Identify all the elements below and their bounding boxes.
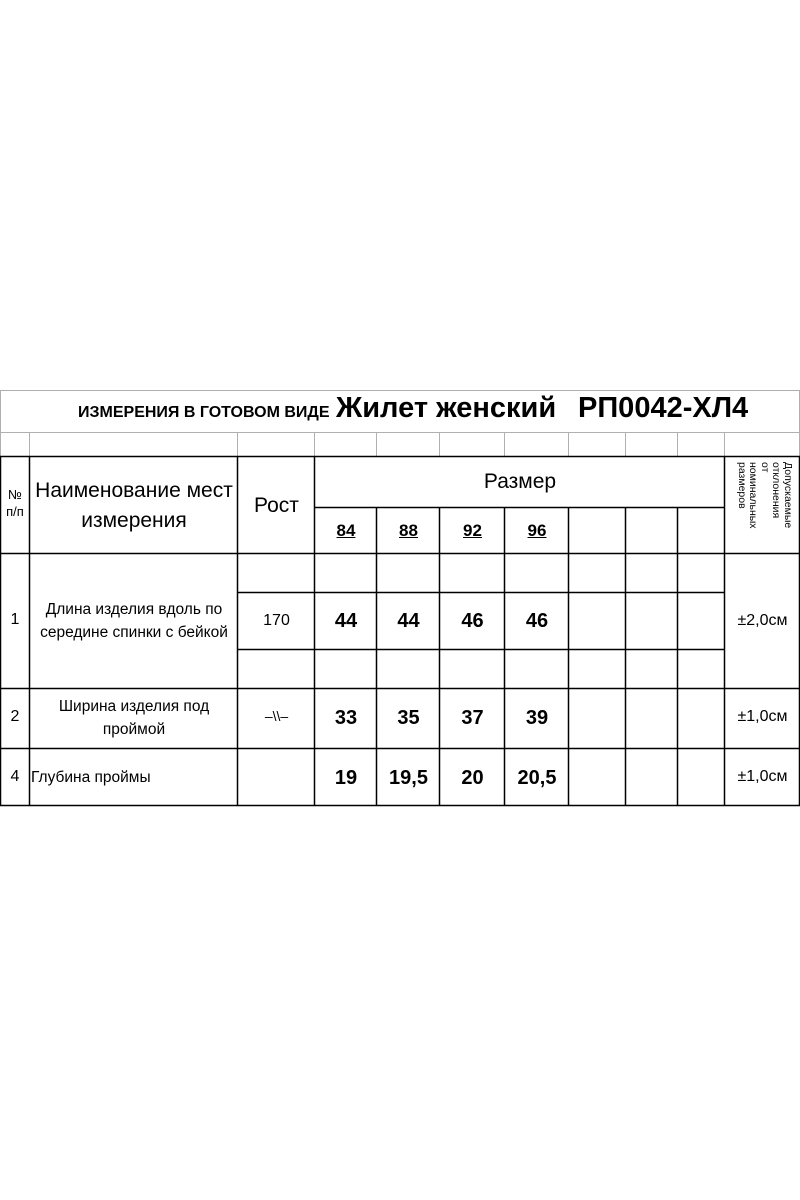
height-value: –\\–	[264, 708, 289, 724]
row-number: 2	[10, 708, 20, 725]
tolerance-value: ±2,0см	[737, 612, 788, 629]
model-code: РП0042-ХЛ4	[578, 392, 749, 424]
measurement-name-line2: проймой	[102, 721, 166, 738]
tolerance-value: ±1,0см	[737, 768, 788, 785]
sheet-caption: ИЗМЕРЕНИЯ В ГОТОВОМ ВИДЕ	[78, 404, 330, 421]
measurement-name	[30, 598, 238, 644]
size-84-value: 44	[334, 610, 358, 632]
name-column-header	[30, 476, 238, 536]
size-88-value: 19,5	[389, 767, 428, 789]
num-header-line2: п/п	[6, 504, 24, 519]
measurement-name	[30, 695, 238, 741]
size-84-value: 19	[334, 767, 358, 789]
size-header-96: 96	[527, 521, 547, 540]
measurement-name-line1: Длина изделия вдоль по	[45, 601, 223, 618]
size-96-value: 20,5	[517, 767, 557, 789]
measurement-name-line1: Ширина изделия под	[58, 698, 210, 715]
name-header-line1: Наименование мест	[35, 479, 233, 502]
num-column-header	[0, 486, 30, 520]
num-header-line1: №	[8, 487, 22, 502]
size-group-header: Размер	[483, 470, 557, 493]
measurement-name-line2: середине спинки с бейкой	[40, 624, 228, 641]
size-88-value: 44	[397, 610, 420, 632]
size-96-value: 39	[525, 707, 549, 729]
size-header-84: 84	[336, 521, 356, 540]
tolerance-header-line4: номинальных	[747, 462, 760, 529]
row-number: 4	[10, 768, 20, 785]
measurement-name: Глубина проймы	[31, 769, 151, 786]
size-88-value: 35	[397, 707, 420, 729]
size-92-value: 37	[461, 707, 484, 729]
size-92-value: 20	[461, 767, 484, 789]
product-name: Жилет женский	[336, 392, 557, 424]
height-value: 170	[263, 612, 290, 629]
size-96-value: 46	[525, 610, 549, 632]
tolerance-header-line5: размеров	[736, 462, 748, 509]
row-number: 1	[10, 611, 20, 628]
tolerance-header-line2: отклонения	[770, 462, 783, 519]
size-header-92: 92	[463, 521, 482, 540]
tolerance-column-header	[727, 460, 797, 552]
tolerance-value: ±1,0см	[737, 708, 788, 725]
size-84-value: 33	[334, 707, 358, 729]
name-header-line2: измерения	[81, 509, 187, 532]
size-92-value: 46	[461, 610, 484, 632]
height-column-header: Рост	[254, 494, 299, 517]
size-header-88: 88	[399, 521, 418, 540]
tolerance-header-line3: от	[759, 462, 771, 473]
tolerance-header-line1: Допускаемые	[782, 462, 794, 529]
